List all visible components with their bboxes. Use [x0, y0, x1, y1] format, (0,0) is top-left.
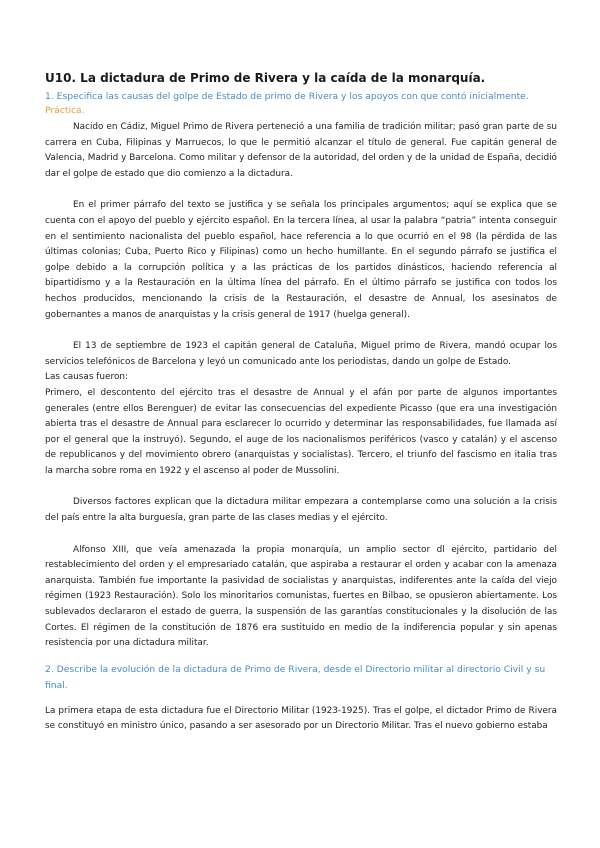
- paragraph-factores: Diversos factores explican que la dictadura militar empezara a contemplarse como una solución a la crisis del país entre la alta burguesía, gran parte de las clases medias y el ejército.: [45, 497, 557, 524]
- question-2: 2. Describe la evolución de la dictadura de Primo de Rivera, desde el Directorio militar al directorio Civil y su final.: [45, 663, 546, 691]
- practica-label: Práctica.: [45, 105, 85, 116]
- paragraph-directorio-militar: La primera etapa de esta dictadura fue el Directorio Militar (1923-1925). Tras el golpe, el dictador Primo de Rivera se constituyó en ministro único, pasando a ser asesorado por un Directorio Militar. Tras el nuevo gobierno estaba: [45, 705, 557, 732]
- question-1: 1. Especifica las causas del golpe de Estado de primo de Rivera y los apoyos con que contó inicialmente.: [45, 91, 529, 102]
- paragraph-golpe: El 13 de septiembre de 1923 el capitán general de Cataluña, Miguel primo de Rivera, mandó ocupar los servicios telefónicos de Barcelona y leyó un comunicado ante los periodistas, dando un golpe de Estado.: [45, 341, 557, 367]
- paragraph-causas-heading: Las causas fueron:: [45, 372, 128, 383]
- document-title: U10. La dictadura de Primo de Rivera y la caída de la monarquía.: [45, 71, 486, 85]
- paragraph-causas: Primero, el descontento del ejército tras el desastre de Annual y el afán por parte de algunos importantes generales (entre ellos Berenguer) de evitar las consecuencias del expediente Picasso (que era una investigación abierta tras el desastre de Annual para esclarecer lo ocurrido y determinar las responsabilidades, fue llamada así por el general que la instruyó). Segundo, el auge de los nacionalismos periféricos (vasco y catalán) y el ascenso de republicanos y del movimiento obrero (anarquistas y socialistas). Tercero, el triunfo del fascismo en italia tras la marcha sobre roma en 1922 y el ascenso al poder de Mussolini.: [45, 387, 557, 476]
- paragraph-biografia: Nacido en Cádiz, Miguel Primo de Rivera perteneció a una familia de tradición militar; pasó gran parte de su carrera en Cuba, Filipinas y Marruecos, lo que le permitió alcanzar el título de general. Fue capitán general de Valencia, Madrid y Barcelona. Como militar y defensor de la autoridad, del orden y de la unidad de España, decidió dar el golpe de estado que dio comienzo a la dictadura.: [45, 122, 557, 179]
- paragraph-apoyos: Alfonso XIII, que veía amenazada la propia monarquía, un amplio sector dl ejército, partidario del restablecimiento del orden y el empresariado catalán, que aspiraba a restaurar el orden y acabar con la amenaza anarquista. También fue importante la pasividad de socialistas y anarquistas, indiferentes ante la caída del viejo régimen (1923 Restauración). Solo los minoritarios comunistas, fuertes en Bilbao, se opusieron abiertamente. Los sublevados declararon el estado de guerra, la suspensión de las garantías constitucionales y la disolución de las Cortes. El régimen de la constitución de 1876 era sustituido en medio de la indiferencia popular y sin apenas resistencia por una dictadura militar.: [45, 544, 557, 649]
- paragraph-analisis-texto: En el primer párrafo del texto se justifica y se señala los principales argumentos; aquí se explica que se cuenta con el apoyo del pueblo y ejército español. En la tercera línea, al usar la palabra “patria” intenta conseguir en el sentimiento nacionalista del pueblo español, hace referencia a lo que ocurrió en el 98 (la pérdida de las últimas colonias; Cuba, Puerto Rico y Filipinas) como un hecho humillante. En el segundo párrafo se justifica el golpe debido a la corrupción política y a las prácticas de los partidos dinásticos, haciendo referencia al bipartidismo y a la Restauración en la última línea del párrafo. En el último párrafo se justifica con todos los hechos producidos, mencionando la crisis de la Restauración, el desastre de Annual, los asesinatos de gobernantes a manos de anarquistas y la crisis general de 1917 (huelga general).: [45, 200, 557, 320]
